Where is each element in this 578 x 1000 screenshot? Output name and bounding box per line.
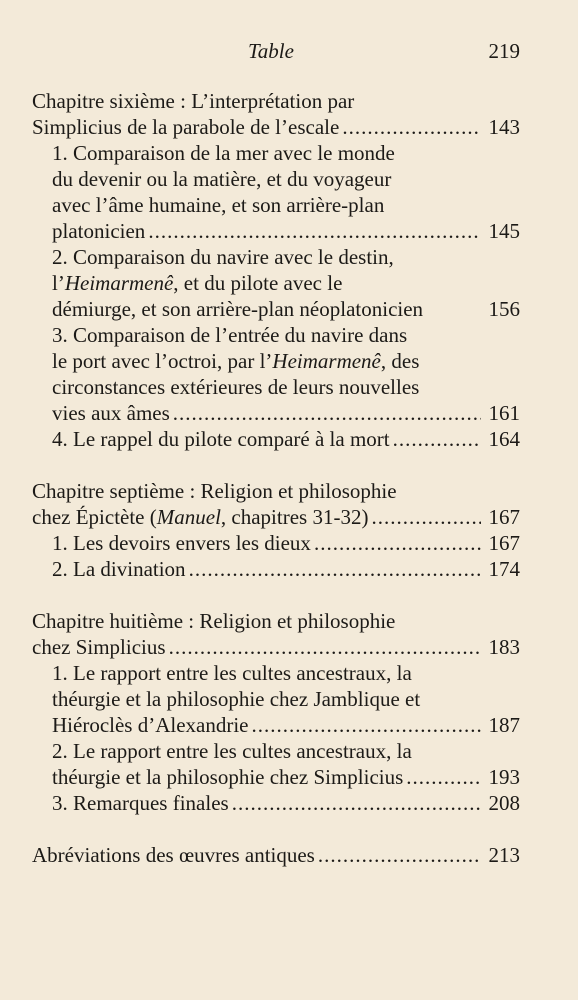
spacer [32,582,520,608]
dot-leader [406,764,480,790]
section-8-2-line-2: théurgie et la philosophie chez Simplicius [52,765,404,789]
section-6-2-entry [32,296,520,322]
chapter-7-line-2-italic: Manuel [156,505,221,529]
section-6-3-line-2-post: , des [380,349,420,373]
section-6-3-line-4: vies aux âmes [52,401,170,425]
chapter-7-entry [32,504,520,530]
section-7-2-title: 2. La divination [52,557,186,581]
dot-leader [342,114,480,140]
section-6-3-line-2-italic: Heimarmenê [272,349,381,373]
section-6-4-entry [32,426,520,452]
section-6-2-line-3: démiurge, et son arrière-plan néoplatonicien [52,297,424,321]
abbreviations-entry [32,842,520,868]
section-6-3-line-3: circonstances extérieures de leurs nouvelles [52,375,420,399]
page-number: 219 [488,39,520,63]
section-8-1-line-3: Hiéroclès d’Alexandrie [52,713,249,737]
section-6-1-line-1: 1. Comparaison de la mer avec le monde [52,141,395,165]
section-7-1-title: 1. Les devoirs envers les dieux [52,531,311,555]
abbreviations-page: 213 [488,843,520,867]
section-6-3-page: 161 [488,401,520,425]
chapter-6-page: 143 [488,115,520,139]
section-6-3-line-1: 3. Comparaison de l’entrée du navire dans [52,323,408,347]
section-6-1-page: 145 [488,219,520,243]
section-7-1-page: 167 [488,531,520,555]
chapter-7-title-line-1: Chapitre septième : Religion et philosophie [32,479,397,503]
section-8-2-page: 193 [488,765,520,789]
chapter-7-line-2-pre: chez Épictète ( [32,505,157,529]
abbreviations-title: Abréviations des œuvres antiques [32,843,315,867]
section-8-3-entry [32,790,520,816]
section-6-2-line-1: 2. Comparaison du navire avec le destin, [52,245,394,269]
section-8-3-page: 208 [488,791,520,815]
dot-leader [232,790,481,816]
section-8-3-title: 3. Remarques finales [52,791,229,815]
section-8-1-entry [32,712,520,738]
section-6-2-page: 156 [488,297,520,321]
dot-leader [189,556,481,582]
section-6-1-entry [32,218,520,244]
chapter-6-entry [32,114,520,140]
section-6-1-line-4: platonicien [52,219,146,243]
dot-leader [252,712,481,738]
chapter-6-title-line-2: Simplicius de la parabole de l’escale [32,115,340,139]
section-8-1-page: 187 [488,713,520,737]
section-6-1-line-3: avec l’âme humaine, et son arrière-plan [52,193,385,217]
section-6-3-entry [32,400,520,426]
section-6-3-line-2-pre: le port avec l’octroi, par l’ [52,349,273,373]
running-title: Table [248,39,294,63]
chapter-7-title-line-2 [32,504,368,530]
section-6-2-line-2-post: , et du pilote avec le [173,271,343,295]
section-6-1-line-2: du devenir ou la matière, et du voyageur [52,167,392,191]
section-8-1-line-2: théurgie et la philosophie chez Jamblique et [52,687,421,711]
chapter-8-entry [32,634,520,660]
dot-leader [169,634,481,660]
section-7-2-entry [32,556,520,582]
section-8-2-entry [32,764,520,790]
table-of-contents [32,88,520,868]
chapter-8-page: 183 [488,635,520,659]
section-6-2-line-2-italic: Heimarmenê [64,271,174,295]
section-8-2-line-1: 2. Le rapport entre les cultes ancestraux, la [52,739,412,763]
section-6-4-page: 164 [488,427,520,451]
section-6-2-line-2-pre: l’ [52,271,65,295]
chapter-7-page: 167 [488,505,520,529]
section-6-4-title: 4. Le rappel du pilote comparé à la mort [52,427,390,451]
section-6-3-line-2 [32,348,520,374]
dot-leader [371,504,480,530]
section-7-2-page: 174 [488,557,520,581]
dot-leader [148,218,480,244]
chapter-8-title-line-2: chez Simplicius [32,635,166,659]
section-8-1-line-1: 1. Le rapport entre les cultes ancestraux, la [52,661,412,685]
chapter-7-line-2-post: , chapitres 31-32) [220,505,369,529]
spacer [32,452,520,478]
dot-leader [393,426,481,452]
chapter-6-title-line-1: Chapitre sixième : L’interprétation par [32,89,355,113]
dot-leader [314,530,481,556]
dot-leader [318,842,481,868]
dot-leader [173,400,481,426]
section-7-1-entry [32,530,520,556]
chapter-8-title-line-1: Chapitre huitième : Religion et philosophie [32,609,396,633]
section-6-2-line-2 [32,270,520,296]
spacer [32,816,520,842]
